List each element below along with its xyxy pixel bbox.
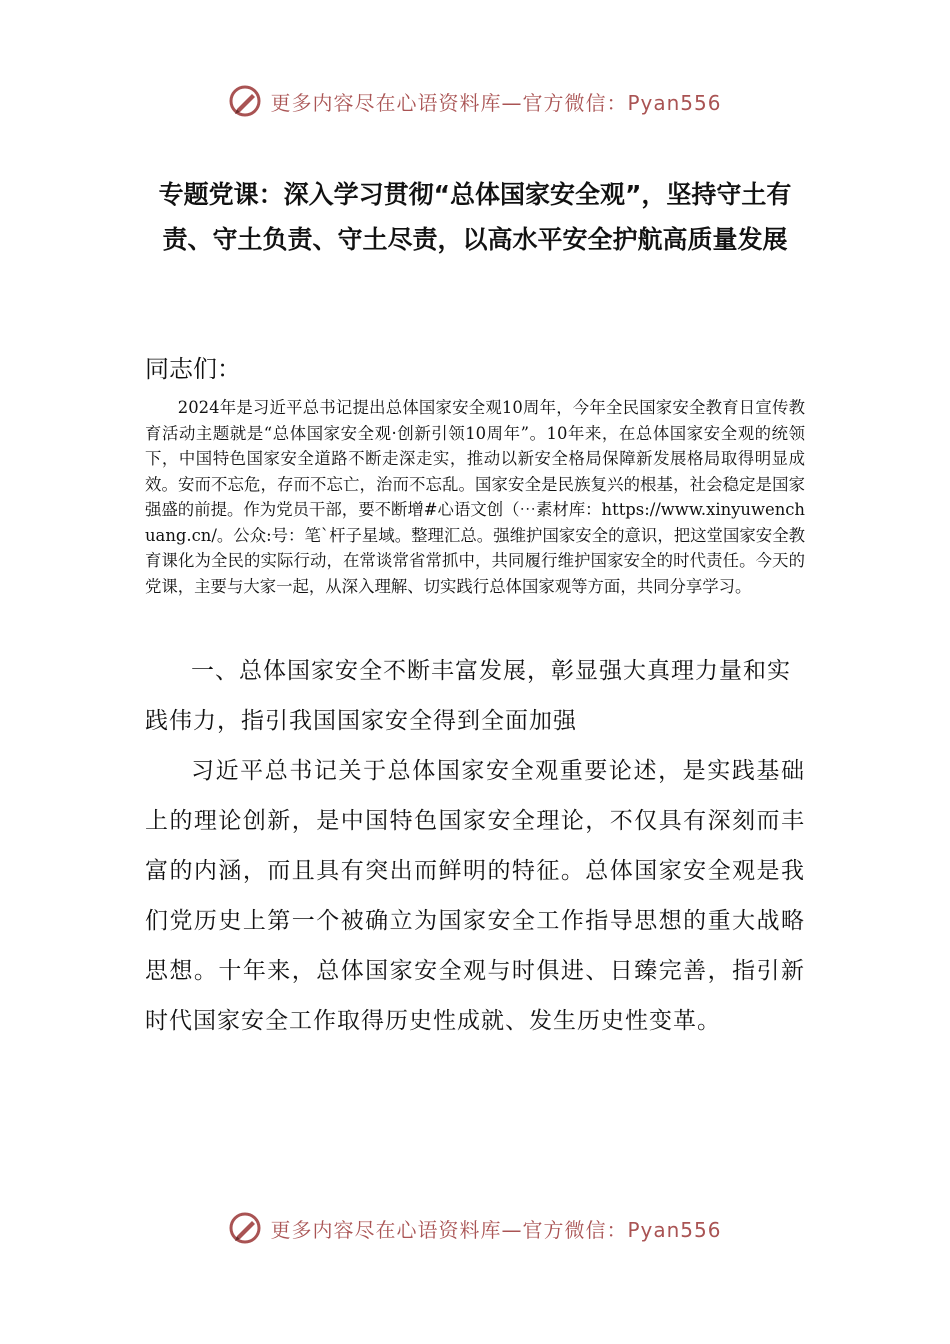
pen-circle-icon bbox=[228, 1211, 262, 1245]
section-heading: 一、总体国家安全不断丰富发展，彰显强大真理力量和实践伟力，指引我国国家安全得到全面加强 bbox=[145, 658, 791, 734]
watermark-text: 更多内容尽在心语资料库—官方微信：Pyan556 bbox=[270, 90, 722, 115]
header-watermark bbox=[0, 84, 950, 118]
footer-watermark bbox=[0, 1211, 950, 1245]
watermark-text: 更多内容尽在心语资料库—官方微信：Pyan556 bbox=[270, 1217, 722, 1242]
pen-circle-icon bbox=[228, 84, 262, 118]
greeting: 同志们： bbox=[145, 355, 241, 383]
intro-paragraph: 2024年是习近平总书记提出总体国家安全观10周年，今年全民国家安全教育日宣传教育活动主题就是“总体国家安全观·创新引领10周年”。10年来，在总体国家安全观的统领下，中国特色国家安全道路不断走深走实，推动以新安全格局保障新发展格局取得明显成效。安而不忘危，存而不忘亡，治而不忘乱。国家安全是民族复兴的根基，社会稳定是国家强盛的前提。作为党员干部，要不断增#心语文创（⋯素材库：https://www.xinyuwenchuang.cn/。公众:号：笔`杆子星域。整理汇总。强维护国家安全的意识，把这堂国家安全教育课化为全民的实际行动，在常谈常省常抓中，共同履行维护国家安全的时代责任。今天的党课，主要与大家一起，从深入理解、切实践行总体国家观等方面，共同分享学习。 bbox=[145, 398, 805, 596]
document-title: 专题党课：深入学习贯彻“总体国家安全观”，坚持守土有责、守土负责、守土尽责，以高水平安全护航高质量发展 bbox=[158, 180, 792, 254]
body-paragraph: 习近平总书记关于总体国家安全观重要论述，是实践基础上的理论创新，是中国特色国家安全理论，不仅具有深刻而丰富的内涵，而且具有突出而鲜明的特征。总体国家安全观是我们党历史上第一个被确立为国家安全工作指导思想的重大战略思想。十年来，总体国家安全观与时俱进、日臻完善，指引新时代国家安全工作取得历史性成就、发生历史性变革。 bbox=[145, 758, 805, 1034]
